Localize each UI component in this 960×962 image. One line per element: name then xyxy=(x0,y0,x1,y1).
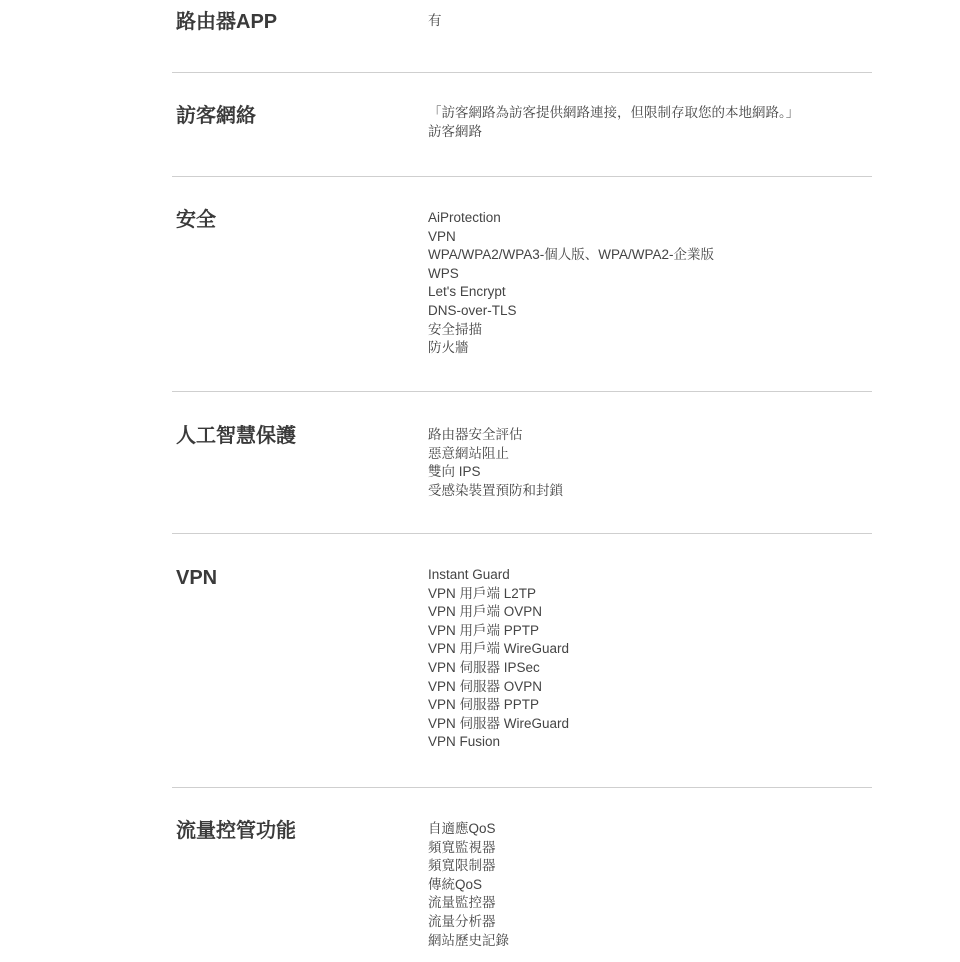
spec-value: 網站歷史記錄 xyxy=(428,932,509,948)
spec-value: Let's Encrypt xyxy=(428,284,506,300)
spec-value: VPN 伺服器 OVPN xyxy=(428,678,543,694)
spec-value: VPN 伺服器 IPSec xyxy=(428,659,540,675)
spec-label: 訪客網絡 xyxy=(176,105,256,127)
spec-table xyxy=(172,0,872,962)
spec-value: DNS-over-TLS xyxy=(428,302,517,318)
spec-values xyxy=(428,104,799,141)
spec-value: 傳統QoS xyxy=(428,876,483,892)
spec-value: AiProtection xyxy=(428,210,501,225)
spec-value: 受感染裝置預防和封鎖 xyxy=(428,482,563,498)
spec-label: 流量控管功能 xyxy=(176,820,296,842)
spec-value: 有 xyxy=(428,13,442,28)
spec-value: 流量分析器 xyxy=(428,913,496,929)
spec-label: 安全 xyxy=(176,209,216,231)
spec-value: VPN Fusion xyxy=(428,734,501,750)
spec-value: 流量監控器 xyxy=(428,895,496,911)
spec-value: 頻寬監視器 xyxy=(428,839,496,855)
spec-values xyxy=(428,209,714,358)
spec-value: 雙向 IPS xyxy=(428,464,481,480)
spec-value: 防火牆 xyxy=(428,340,469,356)
spec-row-traffic-control xyxy=(172,788,872,962)
spec-value: WPS xyxy=(428,265,459,281)
spec-value: VPN 伺服器 PPTP xyxy=(428,697,540,713)
spec-values xyxy=(428,12,442,31)
spec-value: VPN xyxy=(428,228,456,244)
spec-value: VPN 用戶端 L2TP xyxy=(428,585,537,601)
spec-value: WPA/WPA2/WPA3-個人版、WPA/WPA2-企業版 xyxy=(428,247,715,263)
spec-value: 惡意網站阻止 xyxy=(428,445,509,461)
spec-value: VPN 伺服器 WireGuard xyxy=(428,715,570,731)
spec-label: 路由器APP xyxy=(176,11,278,33)
spec-row-ai-protection xyxy=(172,392,872,534)
spec-value: 訪客網路 xyxy=(428,123,482,139)
spec-value: VPN 用戶端 OVPN xyxy=(428,604,543,620)
spec-value: 自適應QoS xyxy=(428,821,496,836)
spec-value: VPN 用戶端 PPTP xyxy=(428,622,540,638)
spec-row-guest-network xyxy=(172,73,872,177)
spec-value: 頻寬限制器 xyxy=(428,858,496,874)
spec-values xyxy=(428,426,563,500)
spec-value: 路由器安全評估 xyxy=(428,427,523,442)
spec-values xyxy=(428,566,569,752)
spec-value: 「訪客網路為訪客提供網路連接，但限制存取您的本地網路。」 xyxy=(428,105,800,120)
spec-label: VPN xyxy=(176,567,218,589)
spec-row-security xyxy=(172,177,872,392)
spec-value: VPN 用戶端 WireGuard xyxy=(428,641,570,657)
spec-row-router-app xyxy=(172,0,872,73)
spec-label: 人工智慧保護 xyxy=(176,425,296,447)
spec-row-vpn xyxy=(172,534,872,788)
spec-value: Instant Guard xyxy=(428,567,510,582)
spec-value: 安全掃描 xyxy=(428,321,482,337)
spec-values xyxy=(428,820,509,950)
